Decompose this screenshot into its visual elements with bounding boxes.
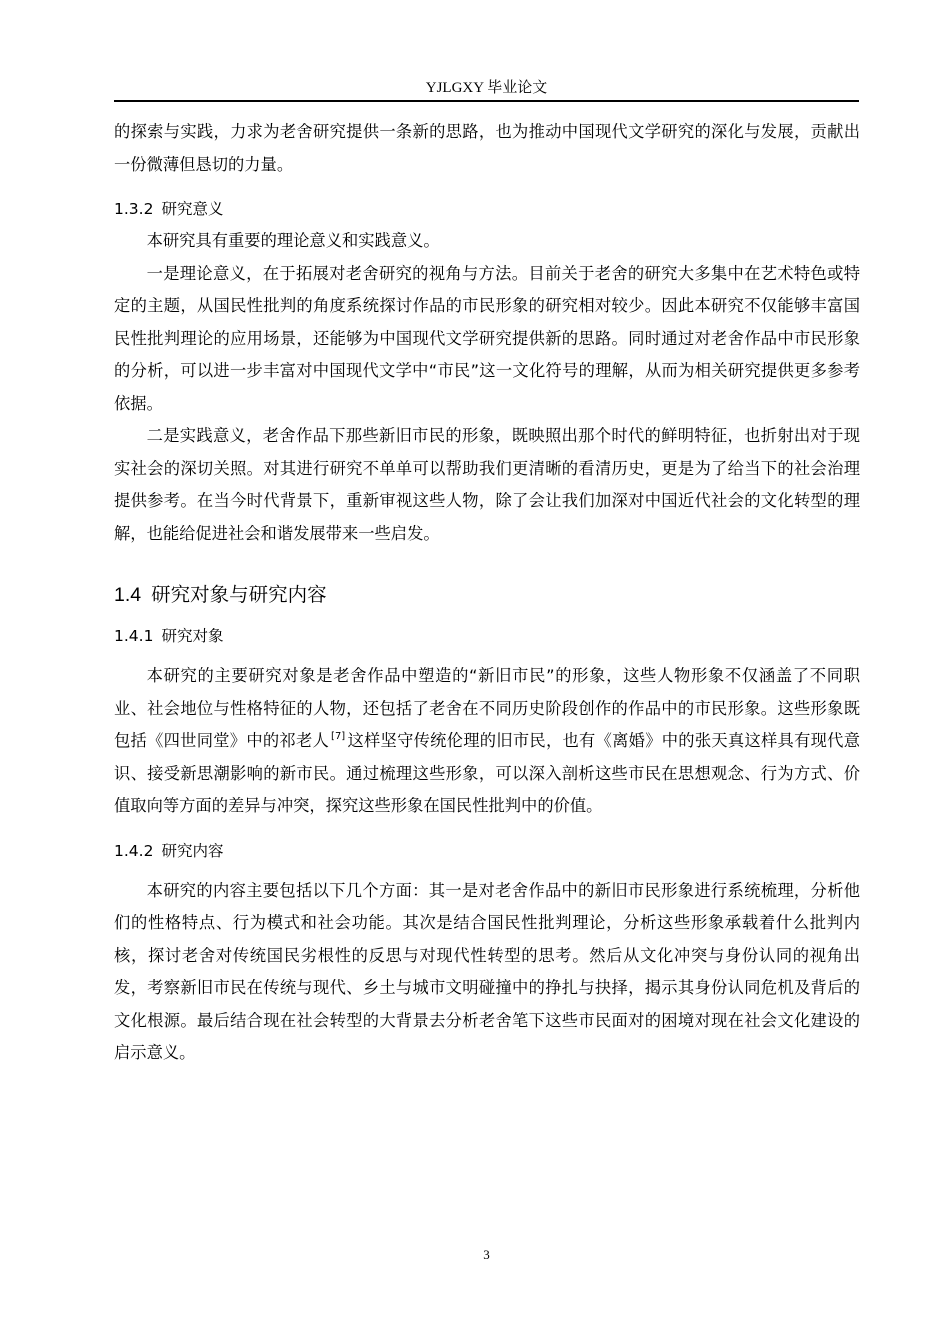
- heading-1-4-2: [114, 835, 860, 867]
- heading-number: 1.4.1: [114, 627, 154, 645]
- paragraph: [114, 660, 860, 823]
- paragraph-text: 本研究的主要研究对象是老舍作品中塑造的“新旧市民”的形象，这些人物形象不仅涵盖了不同职业、社会地位与性格特征的人物，还包括了老舍在不同历史阶段创作的作品中的市民形象。这些形象既包括《四世同堂》中的祁老人: [114, 666, 860, 750]
- heading-number: 1.4.2: [114, 841, 154, 860]
- paragraph-text: 这样坚守传统伦理的旧市民，也有《离婚》中的张天真这样具有现代意识、接受新思潮影响的新市民。通过梳理这些形象，可以深入剖析这些市民在思想观念、行为方式、价值取向等方面的差异与冲突，探究这些形象在国民性批判中的价值。: [114, 731, 860, 815]
- paragraph: 二是实践意义，老舍作品下那些新旧市民的形象，既映照出那个时代的鲜明特征，也折射出对于现实社会的深切关照。对其进行研究不单单可以帮助我们更清晰的看清历史，更是为了给当下的社会治理提供参考。在当今时代背景下，重新审视这些人物，除了会让我们加深对中国近代社会的文化转型的理解，也能给促进社会和谐发展带来一些启发。: [114, 426, 860, 543]
- citation-reference: [7]: [331, 731, 346, 742]
- heading-title: 研究对象与研究内容: [151, 583, 327, 606]
- heading-number: 1.4: [114, 584, 142, 606]
- heading-number: 1.3.2: [114, 200, 154, 218]
- heading-1-4: [114, 570, 860, 620]
- heading-title: 研究内容: [161, 841, 224, 860]
- page-header: YJLGXY 毕业论文: [425, 80, 548, 96]
- intro-paragraph: 的探索与实践，力求为老舍研究提供一条新的思路，也为推动中国现代文学研究的深化与发展，贡献出一份微薄但恳切的力量。: [114, 122, 860, 174]
- paragraph: 本研究的内容主要包括以下几个方面：其一是对老舍作品中的新旧市民形象进行系统梳理，分析他们的性格特点、行为模式和社会功能。其次是结合国民性批判理论，分析这些形象承载着什么批判内核，探讨老舍对传统国民劣根性的反思与对现代性转型的思考。然后从文化冲突与身份认同的视角出发，考察新旧市民在传统与现代、乡土与城市文明碰撞中的挣扎与抉择，揭示其身份认同危机及背后的文化根源。最后结合现在社会转型的大背景去分析老舍笔下这些市民面对的困境对现在社会文化建设的启示意义。: [114, 880, 860, 1062]
- heading-1-3-2: [114, 193, 860, 225]
- heading-title: 研究对象: [161, 627, 224, 645]
- page-number: 3: [483, 1247, 490, 1262]
- heading-title: 研究意义: [161, 200, 224, 218]
- paragraph: 本研究具有重要的理论意义和实践意义。: [146, 231, 440, 250]
- paragraph: 一是理论意义，在于拓展对老舍研究的视角与方法。目前关于老舍的研究大多集中在艺术特色或特定的主题，从国民性批判的角度系统探讨作品的市民形象的研究相对较少。因此本研究不仅能够丰富国民性批判理论的应用场景，还能够为中国现代文学研究提供新的思路。同时通过对老舍作品中市民形象的分析，可以进一步丰富对中国现代文学中“市民”这一文化符号的理解，从而为相关研究提供更多参考依据。: [114, 263, 860, 413]
- header-rule: [114, 100, 859, 102]
- heading-1-4-1: [114, 620, 860, 652]
- page-body: [114, 116, 860, 1070]
